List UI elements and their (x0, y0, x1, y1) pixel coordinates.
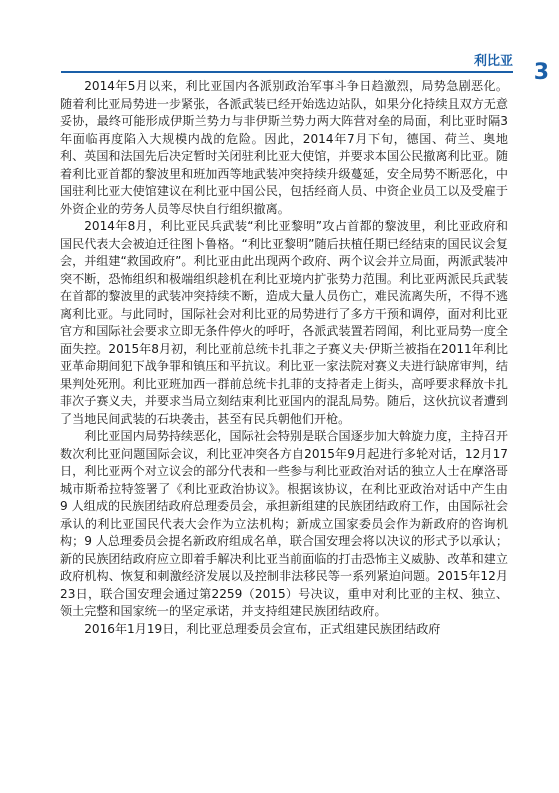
paragraph: 2014年8月，利比亚民兵武装“利比亚黎明”攻占首都的黎波里，利比亚政府和国民代表大会被迫迁往图卜鲁格。“利比亚黎明”随后扶植任期已经结束的国民议会复会，并组建“救国政府”。利比亚由此出现两个政府、两个议会并立局面，两派武装冲突不断，恐怖组织和极端组织趁机在利比亚境内扩张势力范围。利比亚两派民兵武装在首都的黎波里的武装冲突持续不断，造成大量人员伤亡，难民流离失所，不得不逃离利比亚。与此同时，国际社会对利比亚的局势进行了多方干预和调停，面对利比亚官方和国际社会要求立即无条件停火的呼吁，各派武装置若罔闻，利比亚局势一度全面失控。2015年8月初，利比亚前总统卡扎菲之子赛义夫·伊斯兰被指在2011年利比亚革命期间犯下战争罪和镇压和平抗议。利比亚一家法院对赛义夫进行缺席审判，结果判处死刑。利比亚班加西一群前总统卡扎菲的支持者走上街头，高呼要求释放卡扎菲次子赛义夫，并要求当局立刻结束利比亚国内的混乱局势。随后，这伙抗议者遭到了当地民间武装的石块袭击，甚至有民兵朝他们开枪。 (60, 219, 508, 426)
header-divider (61, 71, 513, 73)
page-number: 3 (533, 60, 549, 85)
paragraph: 2016年1月19日，利比亚总理委员会宣布，正式组建民族团结政府 (84, 621, 441, 636)
paragraph: 利比亚国内局势持续恶化，国际社会特别是联合国逐步加大斡旋力度，主持召开数次利比亚问题国际会议，利比亚冲突各方自2015年9月起进行多轮对话，12月17日，利比亚两个对立议会的部分代表和一些参与利比亚政治对话的独立人士在摩洛哥城市斯希拉特签署了《利比亚政治协议》。根据该协议，在利比亚政治对话中产生由 9 人组成的民族团结政府总理委员会，承担新组建的民族团结政府工作，由国际社会承认的利比亚国民代表大会作为立法机构；新成立国家委员会作为新政府的咨询机构；9 人总理委员会提名新政府组成名单，联合国安理会将以决议的形式予以承认；新的民族团结政府应立即着手解决利比亚当前面临的打击恐怖主义威胁、改革和建立政府机构、恢复和刺激经济发展以及控制非法移民等一系列紧迫问题。2015年12月23日，联合国安理会通过第2259（2015）号决议，重申对利比亚的主权、独立、领土完整和国家统一的坚定承诺，并支持组建民族团结政府。 (60, 429, 508, 618)
paragraph: 2014年5月以来，利比亚国内各派别政治军事斗争日趋激烈，局势急剧恶化。随着利比亚局势进一步紧张，各派武装已经开始选边站队，如果分化持续且双方无意妥协，最终可能形成伊斯兰势力与非伊斯兰势力两大阵营对垒的局面，利比亚时隔3年面临再度陷入大规模内战的危险。因此，2014年7月下旬，德国、荷兰、奥地利、英国和法国先后决定暂时关闭驻利比亚大使馆，并要求本国公民撤离利比亚。随着利比亚首都的黎波里和班加西等地武装冲突持续升级蔓延，安全局势不断恶化，中国驻利比亚大使馆建议在利比亚中国公民，包括经商人员、中资企业员工以及受雇于外资企业的劳务人员等尽快自行组织撤离。 (60, 79, 508, 216)
section-title: 利比亚 (473, 54, 513, 69)
body-text (60, 78, 508, 778)
